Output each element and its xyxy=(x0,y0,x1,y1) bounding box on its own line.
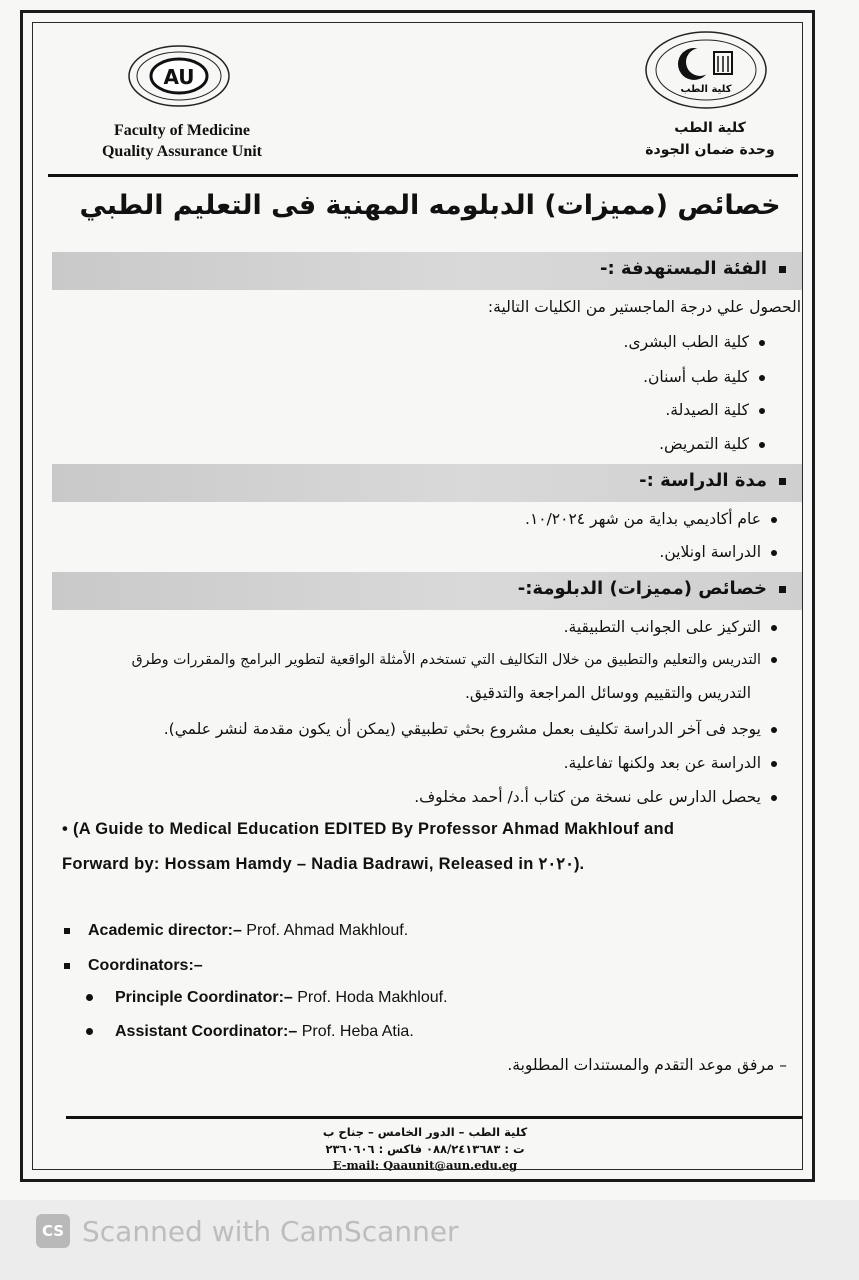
bullet-icon xyxy=(86,994,93,1001)
guide-line-1: • (A Guide to Medical Education EDITED By Professor Ahmad Makhlouf and xyxy=(62,820,675,838)
scanner-label: Scanned with CamScanner xyxy=(82,1214,459,1248)
bullet-icon xyxy=(771,625,777,631)
footer-email: E-mail: Qaaunit@aun.edu.eg xyxy=(332,1158,518,1172)
list-item: كلية الطب البشرى. xyxy=(624,333,765,351)
list-item: التدريس والتعليم والتطبيق من خلال التكاليف التي تستخدم الأمثلة الواقعية لتطوير البرامج والمقررات وطرق xyxy=(132,652,777,668)
bullet-icon xyxy=(759,442,765,448)
header-unit-en: Quality Assurance Unit xyxy=(101,143,262,160)
guide-line-2: Forward by: Hossam Hamdy – Nadia Badrawi, Released in ٢٠٢٠). xyxy=(62,855,585,873)
section-heading-features: خصائص (مميزات) الدبلومة:- xyxy=(517,578,767,599)
square-bullet-icon xyxy=(779,266,786,273)
list-item-continuation: التدريس والتقييم ووسائل المراجعة والتدقيق. xyxy=(464,684,751,702)
header-divider xyxy=(48,174,798,177)
list-item: التركيز على الجوانب التطبيقية. xyxy=(564,618,777,636)
scanner-watermark xyxy=(36,1212,459,1250)
list-item: كلية طب أسنان. xyxy=(643,368,765,386)
footer-phone: ت : ٠٨٨/٢٤١٣٦٨٣ فاكس : ٢٣٦٠٦٠٦ xyxy=(325,1142,525,1156)
section-band-target xyxy=(52,252,802,290)
header-faculty-ar: كلية الطب xyxy=(674,120,746,136)
square-bullet-icon xyxy=(779,478,786,485)
square-bullet-icon xyxy=(64,963,70,969)
list-item: يحصل الدارس على نسخة من كتاب أ.د/ أحمد مخلوف. xyxy=(414,788,777,806)
svg-text:كلية الطب: كلية الطب xyxy=(680,84,732,95)
footer-address: كلية الطب – الدور الخامس – جناح ب xyxy=(322,1125,528,1139)
document-title: خصائص (مميزات) الدبلومه المهنية فى التعليم الطبي xyxy=(79,190,781,221)
list-item: كلية التمريض. xyxy=(659,435,765,453)
bullet-icon xyxy=(771,550,777,556)
list-item: يوجد فى آخر الدراسة تكليف بعمل مشروع بحثي تطبيقي (يمكن أن يكون مقدمة لنشر علمي). xyxy=(164,720,777,738)
assiut-university-logo xyxy=(125,40,233,110)
footer-divider xyxy=(66,1116,802,1119)
assistant-coordinator-row: Assistant Coordinator:– Prof. Heba Atia. xyxy=(86,1023,414,1041)
list-item: الدراسة اونلاين. xyxy=(659,543,777,561)
faculty-of-medicine-logo xyxy=(642,28,770,116)
bullet-icon xyxy=(771,657,777,663)
bullet-icon xyxy=(771,727,777,733)
bullet-icon xyxy=(771,795,777,801)
section-heading-duration: مدة الدراسة :- xyxy=(639,470,767,491)
bullet-icon xyxy=(759,340,765,346)
bullet-icon xyxy=(759,408,765,414)
bullet-icon: • xyxy=(62,820,73,838)
bullet-icon xyxy=(759,375,765,381)
square-bullet-icon xyxy=(64,928,70,934)
section-heading-target: الفئة المستهدفة :- xyxy=(600,258,767,279)
list-item: كلية الصيدلة. xyxy=(665,401,765,419)
section-band-features xyxy=(52,572,802,610)
section-band-duration xyxy=(52,464,802,502)
bullet-icon xyxy=(771,761,777,767)
target-intro: الحصول علي درجة الماجستير من الكليات التالية: xyxy=(487,298,801,316)
coordinators-row: Coordinators:– xyxy=(64,957,203,975)
list-item: الدراسة عن بعد ولكنها تفاعلية. xyxy=(564,754,777,772)
academic-director-row: Academic director:– Prof. Ahmad Makhlouf. xyxy=(64,922,408,940)
bullet-icon xyxy=(86,1028,93,1035)
bullet-icon xyxy=(771,517,777,523)
header-faculty-en: Faculty of Medicine xyxy=(114,122,250,139)
header-unit-ar: وحدة ضمان الجودة xyxy=(645,142,775,158)
square-bullet-icon xyxy=(779,586,786,593)
attachment-note: – مرفق موعد التقدم والمستندات المطلوبة. xyxy=(507,1056,787,1074)
list-item: عام أكاديمي بداية من شهر ١٠/٢٠٢٤. xyxy=(525,510,777,528)
principal-coordinator-row: Principle Coordinator:– Prof. Hoda Makhlouf. xyxy=(86,989,448,1007)
svg-text:AU: AU xyxy=(163,65,195,89)
camscanner-icon: CS xyxy=(36,1214,70,1248)
